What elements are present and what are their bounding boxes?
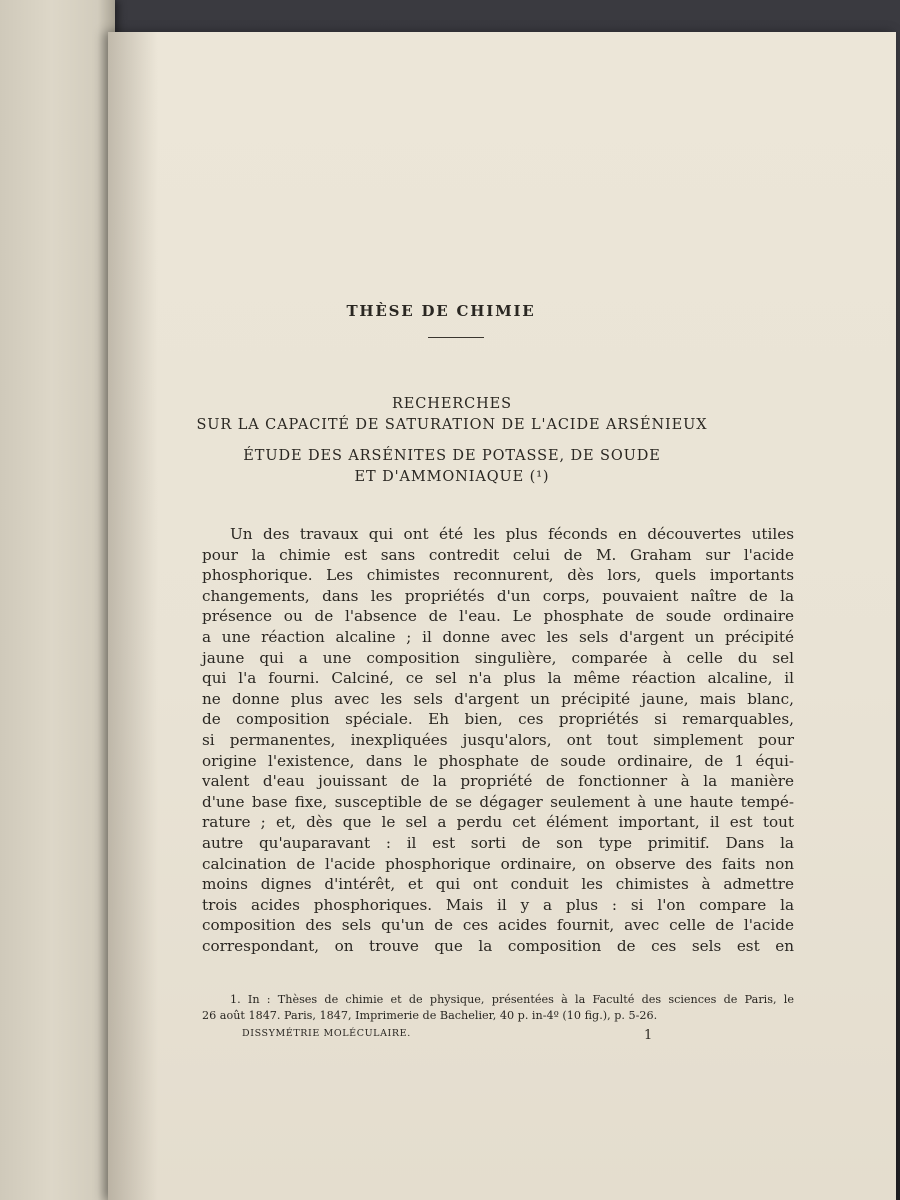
body-line: moins dignes d'intérêt, et qui ont conduit les chimistes à admettre bbox=[202, 875, 794, 894]
body-line: si permanentes, inexpliquées jusqu'alors, ont tout simplement pour bbox=[202, 730, 794, 749]
footnote-line: 26 août 1847. Paris, 1847, Imprimerie de Bachelier, 40 p. in-4º (10 fig.), p. 5-26. bbox=[202, 1009, 658, 1022]
page-content bbox=[108, 32, 896, 1200]
heading-line: SUR LA CAPACITÉ DE SATURATION DE L'ACIDE ARSÉNIEUX bbox=[196, 417, 708, 433]
body-line: qui l'a fourni. Calciné, ce sel n'a plus la même réaction alcaline, il bbox=[202, 669, 794, 688]
body-line: calcination de l'acide phosphorique ordinaire, on observe des faits non bbox=[202, 854, 794, 873]
running-footer: DISSYMÉTRIE MOLÉCULAIRE. bbox=[242, 1028, 411, 1039]
facing-page-edge bbox=[0, 0, 115, 1200]
body-line: origine l'existence, dans le phosphate de soude ordinaire, de 1 équi- bbox=[202, 751, 794, 770]
thesis-title: THÈSE DE CHIMIE bbox=[346, 302, 536, 320]
page-number: 1 bbox=[644, 1028, 653, 1043]
title-rule bbox=[428, 337, 484, 338]
body-line: ne donne plus avec les sels d'argent un précipité jaune, mais blanc, bbox=[202, 689, 794, 708]
body-line: jaune qui a une composition singulière, comparée à celle du sel bbox=[202, 648, 794, 667]
body-line: d'une base fixe, susceptible de se dégager seulement à une haute tempé- bbox=[202, 792, 794, 811]
body-line: rature ; et, dès que le sel a perdu cet élément important, il est tout bbox=[202, 813, 794, 832]
footnote-line: 1. In : Thèses de chimie et de physique, présentées à la Faculté des sciences de Paris, le bbox=[230, 993, 794, 1006]
body-line: de composition spéciale. Eh bien, ces propriétés si remarquables, bbox=[202, 710, 794, 729]
heading-line: RECHERCHES bbox=[391, 396, 512, 412]
heading-line-with-note bbox=[108, 467, 796, 488]
book-page bbox=[108, 32, 896, 1200]
footnote bbox=[202, 992, 794, 1024]
body-line: autre qu'auparavant : il est sorti de son type primitif. Dans la bbox=[202, 833, 794, 852]
body-paragraph bbox=[202, 524, 794, 956]
body-line: valent d'eau jouissant de la propriété de fonctionner à la manière bbox=[202, 772, 794, 791]
heading-spacer bbox=[108, 436, 796, 446]
body-line: Un des travaux qui ont été les plus féconds en découvertes utiles bbox=[230, 525, 794, 543]
body-line: composition des sels qu'un de ces acides fournit, avec celle de l'acide bbox=[202, 916, 794, 935]
heading-text: ET D'AMMONIAQUE bbox=[354, 469, 525, 485]
body-line: changements, dans les propriétés d'un corps, pouvaient naître de la bbox=[202, 586, 794, 605]
body-line: pour la chimie est sans contredit celui de M. Graham sur l'acide bbox=[202, 545, 794, 564]
body-line: a une réaction alcaline ; il donne avec les sels d'argent un précipité bbox=[202, 627, 794, 646]
heading-line: ÉTUDE DES ARSÉNITES DE POTASSE, DE SOUDE bbox=[243, 448, 661, 464]
body-line: correspondant, on trouve que la composition de ces sels est en bbox=[202, 936, 794, 955]
body-line: présence ou de l'absence de l'eau. Le phosphate de soude ordinaire bbox=[202, 607, 794, 626]
body-line: trois acides phosphoriques. Mais il y a plus : si l'on compare la bbox=[202, 895, 794, 914]
article-headings bbox=[108, 394, 796, 488]
footnote-marker: (¹) bbox=[529, 469, 550, 485]
body-line: phosphorique. Les chimistes reconnurent, dès lors, quels importants bbox=[202, 566, 794, 585]
